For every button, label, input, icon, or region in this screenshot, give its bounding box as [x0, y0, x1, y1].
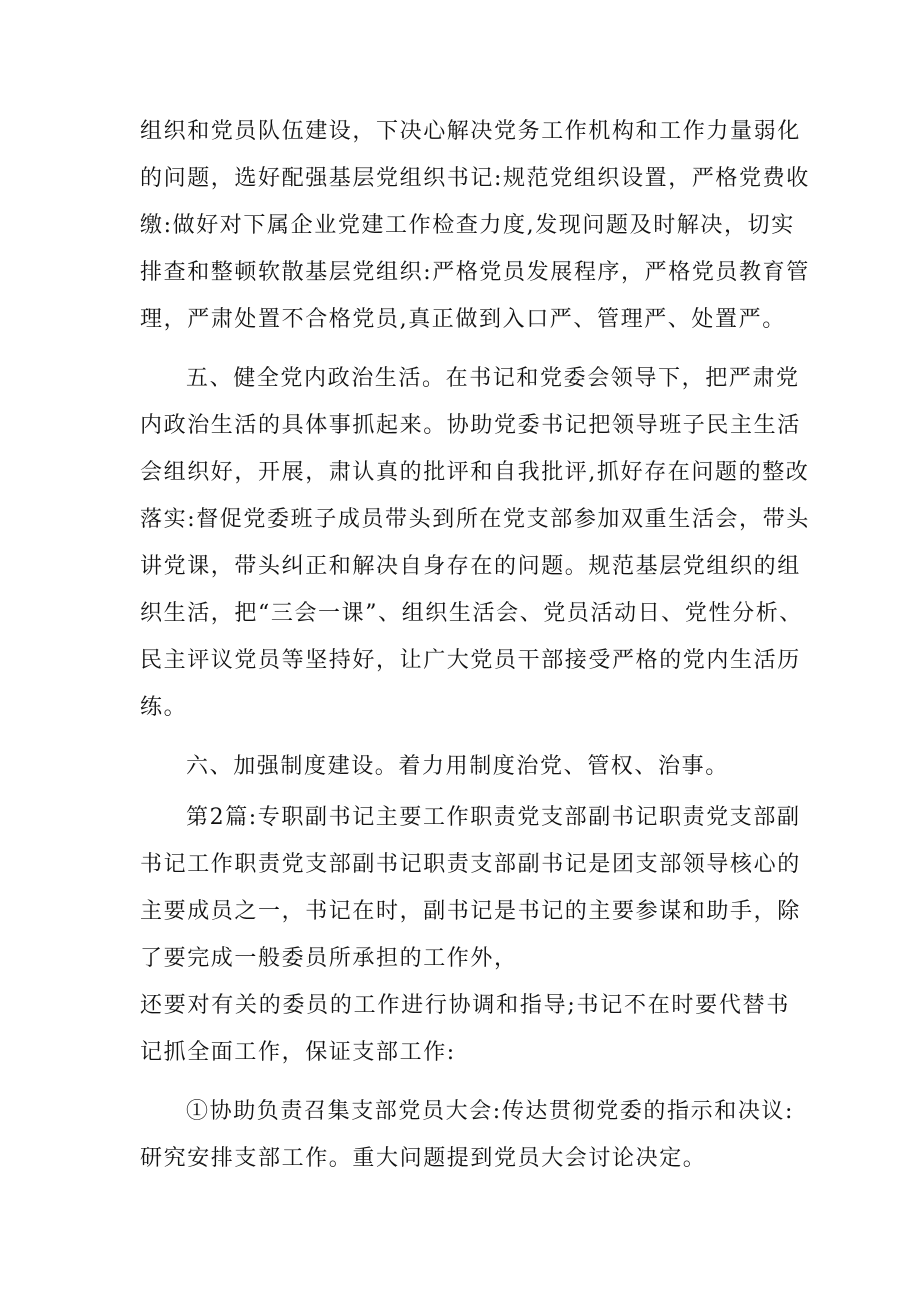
paragraph-line: 民主评议党员等坚持好，让广大党员干部接受严格的党内生活历 — [140, 648, 801, 673]
paragraph-line: 的问题，选好配强基层党组织书记:规范党组织设置，严格党费收 — [140, 166, 810, 191]
paragraph-line: 研究安排支部工作。重大问题提到党员大会讨论决定。 — [140, 1146, 707, 1171]
paragraph-line: 第2篇:专职副书记主要工作职责党支部副书记职责党支部副 — [186, 805, 801, 830]
paragraph-line: 织生活，把“三会一课”、组织生活会、党员活动日、党性分析、 — [140, 601, 803, 626]
paragraph-6 — [140, 1088, 795, 1182]
paragraph-line: 讲党课，带头纠正和解决自身存在的问题。规范基层党组织的组 — [140, 554, 801, 579]
paragraph-1 — [140, 108, 810, 343]
paragraph-line: 书记工作职责党支部副书记职责支部副书记是团支部领导核心的 — [140, 852, 801, 877]
paragraph-line: 组织和党员队伍建设，下决心解决党务工作机构和工作力量弱化 — [140, 119, 801, 144]
paragraph-line: 六、加强制度建设。着力用制度治党、管权、治事。 — [186, 754, 729, 779]
paragraph-line: 了要完成一般委员所承担的工作外， — [140, 946, 518, 971]
paragraph-line: ①协助负责召集支部党员大会:传达贯彻党委的指示和决议: — [186, 1099, 795, 1124]
paragraph-line: 练。 — [140, 695, 188, 720]
paragraph-3 — [140, 743, 790, 790]
paragraph-4 — [140, 794, 801, 982]
paragraph-line: 会组织好，开展，肃认真的批评和自我批评,抓好存在问题的整改 — [140, 460, 810, 485]
paragraph-2 — [140, 355, 810, 731]
paragraph-line: 排查和整顿软散基层党组织:严格党员发展程序，严格党员教育管 — [140, 260, 810, 285]
paragraph-line: 落实:督促党委班子成员带头到所在党支部参加双重生活会，带头 — [140, 507, 810, 532]
paragraph-line: 五、健全党内政治生活。在书记和党委会领导下，把严肃党 — [186, 366, 800, 391]
paragraph-line: 缴:做好对下属企业党建工作检查力度,发现问题及时解决，切实 — [140, 213, 795, 238]
paragraph-line: 主要成员之一，书记在时，副书记是书记的主要参谋和助手，除 — [140, 899, 801, 924]
paragraph-5 — [140, 982, 790, 1076]
document-body — [140, 108, 810, 1182]
paragraph-line: 理，严肃处置不合格党员,真正做到入口严、管理严、处置严。 — [140, 307, 786, 332]
paragraph-line: 记抓全面工作，保证支部工作: — [140, 1040, 456, 1065]
paragraph-line: 还要对有关的委员的工作进行协调和指导;书记不在时要代替书 — [140, 993, 790, 1018]
paragraph-line: 内政治生活的具体事抓起来。协助党委书记把领导班子民主生活 — [140, 413, 801, 438]
